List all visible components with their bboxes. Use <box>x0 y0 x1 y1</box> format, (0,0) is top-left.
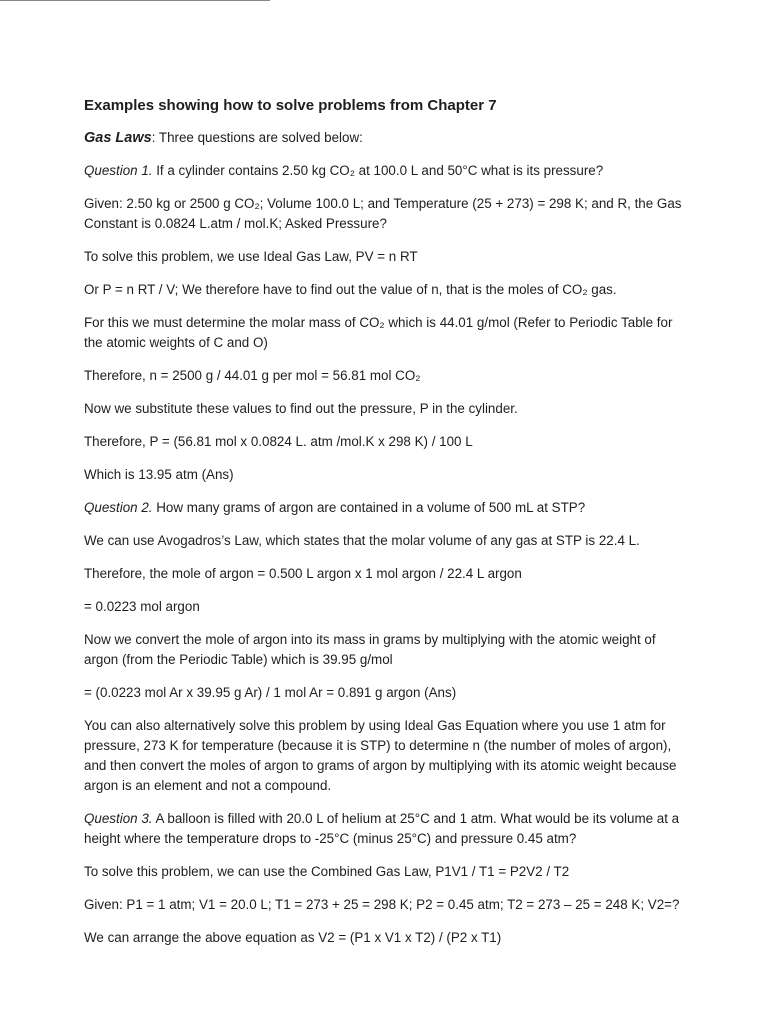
q3-arrange: We can arrange the above equation as V2 = (P1 x V1 x T2) / (P2 x T1) <box>84 930 502 945</box>
top-rule <box>0 0 270 1</box>
gas-laws-heading: Gas Laws <box>84 130 152 146</box>
question-1-text: If a cylinder contains 2.50 kg CO₂ at 100.0 L and 50°C what is its pressure? <box>152 163 604 178</box>
q1-or-p: Or P = n RT / V; We therefore have to find out the value of n, that is the moles of CO₂ gas. <box>84 282 617 297</box>
q2-mole-result: = 0.0223 mol argon <box>84 599 200 614</box>
q2-convert: Now we convert the mole of argon into its mass in grams by multiplying with the atomic weight of argon (from the Periodic Table) which is 39.95 g/mol <box>84 632 656 667</box>
q1-substitute: Now we substitute these values to find out the pressure, P in the cylinder. <box>84 401 518 416</box>
question-3-text: A balloon is filled with 20.0 L of helium at 25°C and 1 atm. What would be its volume at a height where the temperature drops to -25°C (minus 25°C) and pressure 0.45 atm? <box>84 811 680 846</box>
q1-n-calc: Therefore, n = 2500 g / 44.01 g per mol = 56.81 mol CO₂ <box>84 368 421 383</box>
gas-laws-intro <box>84 128 684 148</box>
document-title: Examples showing how to solve problems from Chapter 7 <box>84 97 497 114</box>
q1-solve: To solve this problem, we use Ideal Gas Law, PV = n RT <box>84 249 418 264</box>
q2-alternative: You can also alternatively solve this problem by using Ideal Gas Equation where you use 1 atm for pressure, 273 K for temperature (because it is STP) to determine n (the number of moles of argon), and then convert the moles of argon to grams of argon by multiplying with its atomic weight because argon is an element and not a compound. <box>84 718 677 793</box>
q3-given: Given: P1 = 1 atm; V1 = 20.0 L; T1 = 273 + 25 = 298 K; P2 = 0.45 atm; T2 = 273 – 25 = 248 K; V2=? <box>84 897 680 912</box>
question-3 <box>84 809 684 849</box>
q3-solve: To solve this problem, we can use the Combined Gas Law, P1V1 / T1 = P2V2 / T2 <box>84 864 570 879</box>
q2-mass-result: = (0.0223 mol Ar x 39.95 g Ar) / 1 mol Ar = 0.891 g argon (Ans) <box>84 685 457 700</box>
question-2-label: Question 2. <box>84 500 153 515</box>
gas-laws-intro-text: : Three questions are solved below: <box>151 130 363 145</box>
question-3-label: Question 3. <box>84 811 153 826</box>
q2-mole-calc: Therefore, the mole of argon = 0.500 L argon x 1 mol argon / 22.4 L argon <box>84 566 522 581</box>
q1-molar-mass: For this we must determine the molar mass of CO₂ which is 44.01 g/mol (Refer to Periodic Table for the atomic weights of C and O) <box>84 315 673 350</box>
q1-given: Given: 2.50 kg or 2500 g CO₂; Volume 100.0 L; and Temperature (25 + 273) = 298 K; and R, the Gas Constant is 0.0824 L.atm / mol.K; Asked Pressure? <box>84 196 682 231</box>
q1-answer: Which is 13.95 atm (Ans) <box>84 467 234 482</box>
question-2-text: How many grams of argon are contained in a volume of 500 mL at STP? <box>152 500 586 515</box>
question-1 <box>84 161 684 181</box>
question-1-label: Question 1. <box>84 163 153 178</box>
q1-p-calc: Therefore, P = (56.81 mol x 0.0824 L. atm /mol.K x 298 K) / 100 L <box>84 434 473 449</box>
q2-avogadro: We can use Avogadros’s Law, which states that the molar volume of any gas at STP is 22.4 L. <box>84 533 640 548</box>
document-page <box>84 96 684 961</box>
question-2 <box>84 498 684 518</box>
